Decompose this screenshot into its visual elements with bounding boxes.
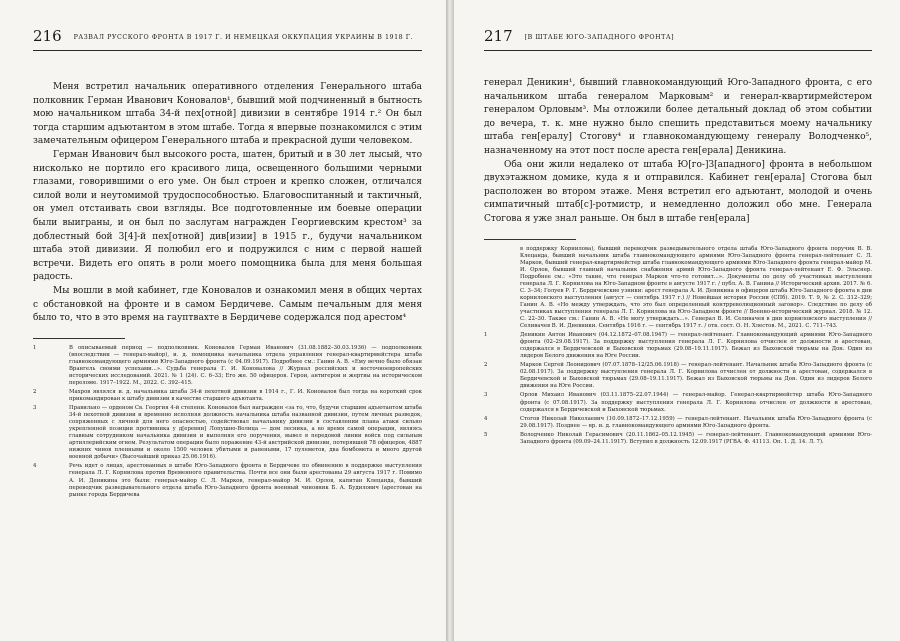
footnote-number: 1 <box>33 344 37 351</box>
footnote-text: Речь идет о лицах, арестованных в штабе Юго-Западного фронта в Бердичеве по обвинению в поддержке выступления генерала Л. Г. Корнилова против Временного правительства. Почти все они были арестованы 29 августа 1917 г. Помимо А. И. Деникина это были: генерал-майор С. Л. Марков, генерал-майор М. И. Орлов, капитан Клецанда, бывший переводчик разведывательного отдела штаба Юго-Западного фронта военный чиновник Б. А. Будилович (арестован на рынке города Бердичева <box>69 463 422 498</box>
footnote <box>33 389 422 403</box>
page-number: 216 <box>33 27 62 45</box>
page-header <box>33 18 422 51</box>
footnote <box>484 332 872 360</box>
footnotes <box>484 246 872 446</box>
footnote <box>33 345 422 387</box>
footnote-number: 4 <box>484 415 488 422</box>
footnote-text: Орлов Михаил Иванович (03.11.1875–22.07.1944) — генерал-майор. Генерал-квартирмейстер штаба Юго-Западного фронта (с 07.08.1917). За поддержку выступления генерала Л. Г. Корнилова отчислен от должности и арестован, содержался в Бердичевской и Быховской тюрьмах. <box>520 392 872 413</box>
footnote <box>33 463 422 498</box>
footnote-number: 2 <box>33 388 37 395</box>
footnote-text: Махров являлся и. д. начальника штаба 34-й пехотной дивизии в 1914 г., Г. И. Коновалов был тогда на короткий срок прикомандирован к штабу дивизии в качестве старшего адъютанта. <box>69 388 422 403</box>
footnote-number: 5 <box>484 431 488 438</box>
right-page <box>454 0 900 641</box>
footnote-text: Марков Сергей Леонидович (07.07.1878–12/25.06.1918) — генерал-лейтенант. Начальник штаба Юго-Западного фронта (с 02.08.1917). За поддержку выступления генерала Л. Г. Корнилова отчислен от должности и арестован, содержался в Бердичевской и Быховской тюрьмах (29.08–19.11.1917). Бежал из Быховской тюрьмы на Дон. Один из лидеров Белого движения на Юге России. <box>520 362 872 390</box>
footnote <box>484 416 872 430</box>
footnote-number: 2 <box>484 362 488 369</box>
footnote <box>484 392 872 413</box>
footnote-divider <box>484 239 576 240</box>
footnote-number: 4 <box>33 463 37 470</box>
left-page <box>0 0 446 641</box>
footnote-divider <box>33 338 125 339</box>
book-gutter <box>446 0 454 641</box>
paragraph: Оба они жили недалеко от штаба Ю[го-]З[ападного] фронта в небольшом двухэтажном домике, куда я и отправился. Кабинет ген[ерала] Стогова был расположен во втором этаже. Меня встретил его адъютант, молодой и очень симпатичный штаб[с]-ротмистр, и немедленно доложил обо мне. Генерала Стогова я уже знал раньше. Он был в штабе ген[ерала] <box>484 159 872 224</box>
paragraph: Меня встретил начальник оперативного отделения Генерального штаба полковник Герман Иванович Коновалов¹, бывший мой подчиненный в бытность мою начальником штаба 34-й пех[отной] дивизии в сентябре 1914 г.² Он был тогда старшим адъютантом в этом штабе. Тогда я впервые познакомился с этим замечательным офицером Генерального штаба и прекрасной души человеком. <box>33 82 422 147</box>
footnote-continuation: в поддержку Корнилова), бывший переводчик разведывательного отдела штаба Юго-Западного фронта поручик В. В. Клецанда, бывший начальник штаба главнокомандующего армиями Юго-Западного фронта генерал-лейтенант С. Л. Марков, бывший генерал-квартирмейстер штаба главнокомандующего армиями Юго-Западного фронта генерал-майор М. И. Орлов, бывший главный начальник снабжения армий Юго-Западного фронта генерал-лейтенант Е. Ф. Эльснер. Подробнее см.: «Это такие, что генерал Марков что-то готовит...». Документы по делу об участниках выступления генерала Л. Г. Корнилова на Юго-Западном фронте в августе 1917 г. / публ. А. В. Ганина // Исторический архив. 2017. № 6. С. 3–34; Голуев Р. Г. Бердичевские узники: арест генерала А. И. Деникина и офицеров штаба Юго-Западного фронта в дни корниловского выступления (август — сентябрь 1917 г.) // Новейшая история России (СПб). 2019. Т. 9, № 2. С. 312–329; Ганин А. В. «Но между утверждать, что это был определенный контрреволюционный заговор». Следствие по делу об участниках выступления генерала Л. Г. Корнилова на Юго-Западном фронте // Военно-исторический журнал. 2018. № 12. С. 22–30. Также см.: Ганин А. В. «Не могу утверждать...». Генерал В. И. Селивачев в дни корниловского выступления // Селивачев В. И. Дневники. Сентябрь 1916 г. — сентябрь 1917 г. / отв. сост. О. Н. Хлестов. М., 2021. С. 711–743. <box>520 245 872 330</box>
footnote-number: 3 <box>33 405 37 412</box>
main-text <box>33 81 422 326</box>
footnote-number: 3 <box>484 392 488 399</box>
footnote <box>484 432 872 446</box>
footnote-text: Стогов Николай Николаевич (10.09.1872–17.12.1959) — генерал-лейтенант. Начальник штаба Юго-Западного фронта (с 29.08.1917). Позднее — вр. и. д. главнокомандующего армиями Юго-Западного фронта. <box>520 415 872 429</box>
footnote <box>33 405 422 461</box>
footnote-text: Правильно — орденом Св. Георгия 4-й степени. Коновалов был награжден «за то, что, будучи старшим адъютантом штаба 34-й пехотной дивизии и временно исполняя должность начальника штаба названной дивизии, путем личных разведок, сопряженных с личной для него опасностью, содействовал начальнику дивизии в составлении плана атаки сильно укрепленной позиции противника у д[еревни] Лопушно-Волица — дом лесника, а во время самой операции, являясь главным сотрудником начальника дивизии и выполняя его поручения, вывел в передовой линии войск под сильным артиллерийским огнем. Результатом операции было поражение 43-й австрийской дивизии, потерявшей 78 офицеров, 4887 нижних чинов пленными и около 1500 человек убитыми и ранеными, 17 пулеметов, два бомбомета и много другой военной добычи» (Высочайший приказ 25.06.1916). <box>69 405 422 461</box>
page-header <box>484 18 872 51</box>
paragraph: Мы вошли в мой кабинет, где Коновалов и ознакомил меня в общих чертах с обстановкой на фронте и в самом Бердичеве. Самым печальным для меня было то, что в это время на гауптвахте в Бердичеве содержался под арестом⁴ <box>33 285 422 324</box>
paragraph: Герман Иванович был высокого роста, шатен, бритый и в 30 лет лысый, что нисколько не портило его красивого лица, освещенного большими черными глазами, говорившими о его уме. Он был строен и крепко сложен, отличался силой воли и неутомимой трудоспособностью. Благовоспитанный и тактичный, он умел отстаивать свои взгляды. Все подготовленные им боевые операции были выиграны, и он был по заслугам награжден Георгиевским крестом³ за доблестный бой 3[4]-й пех[отной] див[изии] в 1915 г., будучи начальником штаба этой дивизии. Я полюбил его и подружился с ним с первой нашей встречи. Видеть его опять в роли моего помощника была для меня большая радость. <box>33 149 422 283</box>
page-number: 217 <box>484 27 513 45</box>
main-text <box>484 77 872 227</box>
footnotes <box>33 345 422 499</box>
footnote-text: Володченко Николай Герасимович (20.11.1862–05.12.1945) — генерал-лейтенант. Главнокомандующий армиями Юго-Западного фронта (09.09–24.11.1917). Вступил в должность 12.09.1917 (РГВА. Ф. 41113. Оп. 1. Д. 14. Л. 7). <box>520 431 872 445</box>
running-head: [В ШТАБЕ ЮГО-ЗАПАДНОГО ФРОНТА] <box>524 34 675 42</box>
footnote-number: 1 <box>484 332 488 339</box>
paragraph: генерал Деникин¹, бывший главнокомандующий Юго-Западного фронта, с его начальником штаба генералом Марковым² и генерал-квартирмейстером генералом Орловым³. Мы отложили более детальный доклад об этом событии до вечера, т. к. мне нужно было спешить представиться моему начальнику штаба ген[ералу] Стогову⁴ и главнокомандующему генералу Володченко⁵, назначенному на этот пост после ареста ген[ерала] Деникина. <box>484 78 872 156</box>
footnote <box>484 362 872 390</box>
footnote-text: Деникин Антон Иванович (04.12.1872–07.08.1947) — генерал-лейтенант. Главнокомандующий армиями Юго-Западного фронта (02–29.08.1917). За поддержку выступления генерала Л. Г. Корнилова отчислен от должности и арестован, содержался в Бердичевской и Быховской тюрьмах (29.08–19.11.1917). Бежал из Быховской тюрьмы на Дон. Один из лидеров Белого движения на Юге России. <box>520 332 872 360</box>
running-head: РАЗВАЛ РУССКОГО ФРОНТА В 1917 Г. И НЕМЕЦКАЯ ОККУПАЦИЯ УКРАИНЫ В 1918 Г. <box>73 34 414 42</box>
footnote-text: В описываемый период — подполковник. Коновалов Герман Иванович (31.08.1882–30.03.1936) — подполковник (впоследствии — генерал-майор), и. д. помощника начальника отдела управления генерал-квартирмейстера штаба главнокомандующего армиями Юго-Западного фронта (с 04.09.1917). Подробнее см.: Ганин А. В. «Ему вечно было обязан Врангель своими успехами...». Судьба генерала Г. И. Коновалова // Журнал российских и восточноевропейских исторических исследований. 2021. № 1 (24). С. 6–33; Его же. 50 офицеров. Герои, антигерои и жертвы на историческом переломе. 1917–1922. М., 2022. С. 392–415. <box>69 344 422 386</box>
